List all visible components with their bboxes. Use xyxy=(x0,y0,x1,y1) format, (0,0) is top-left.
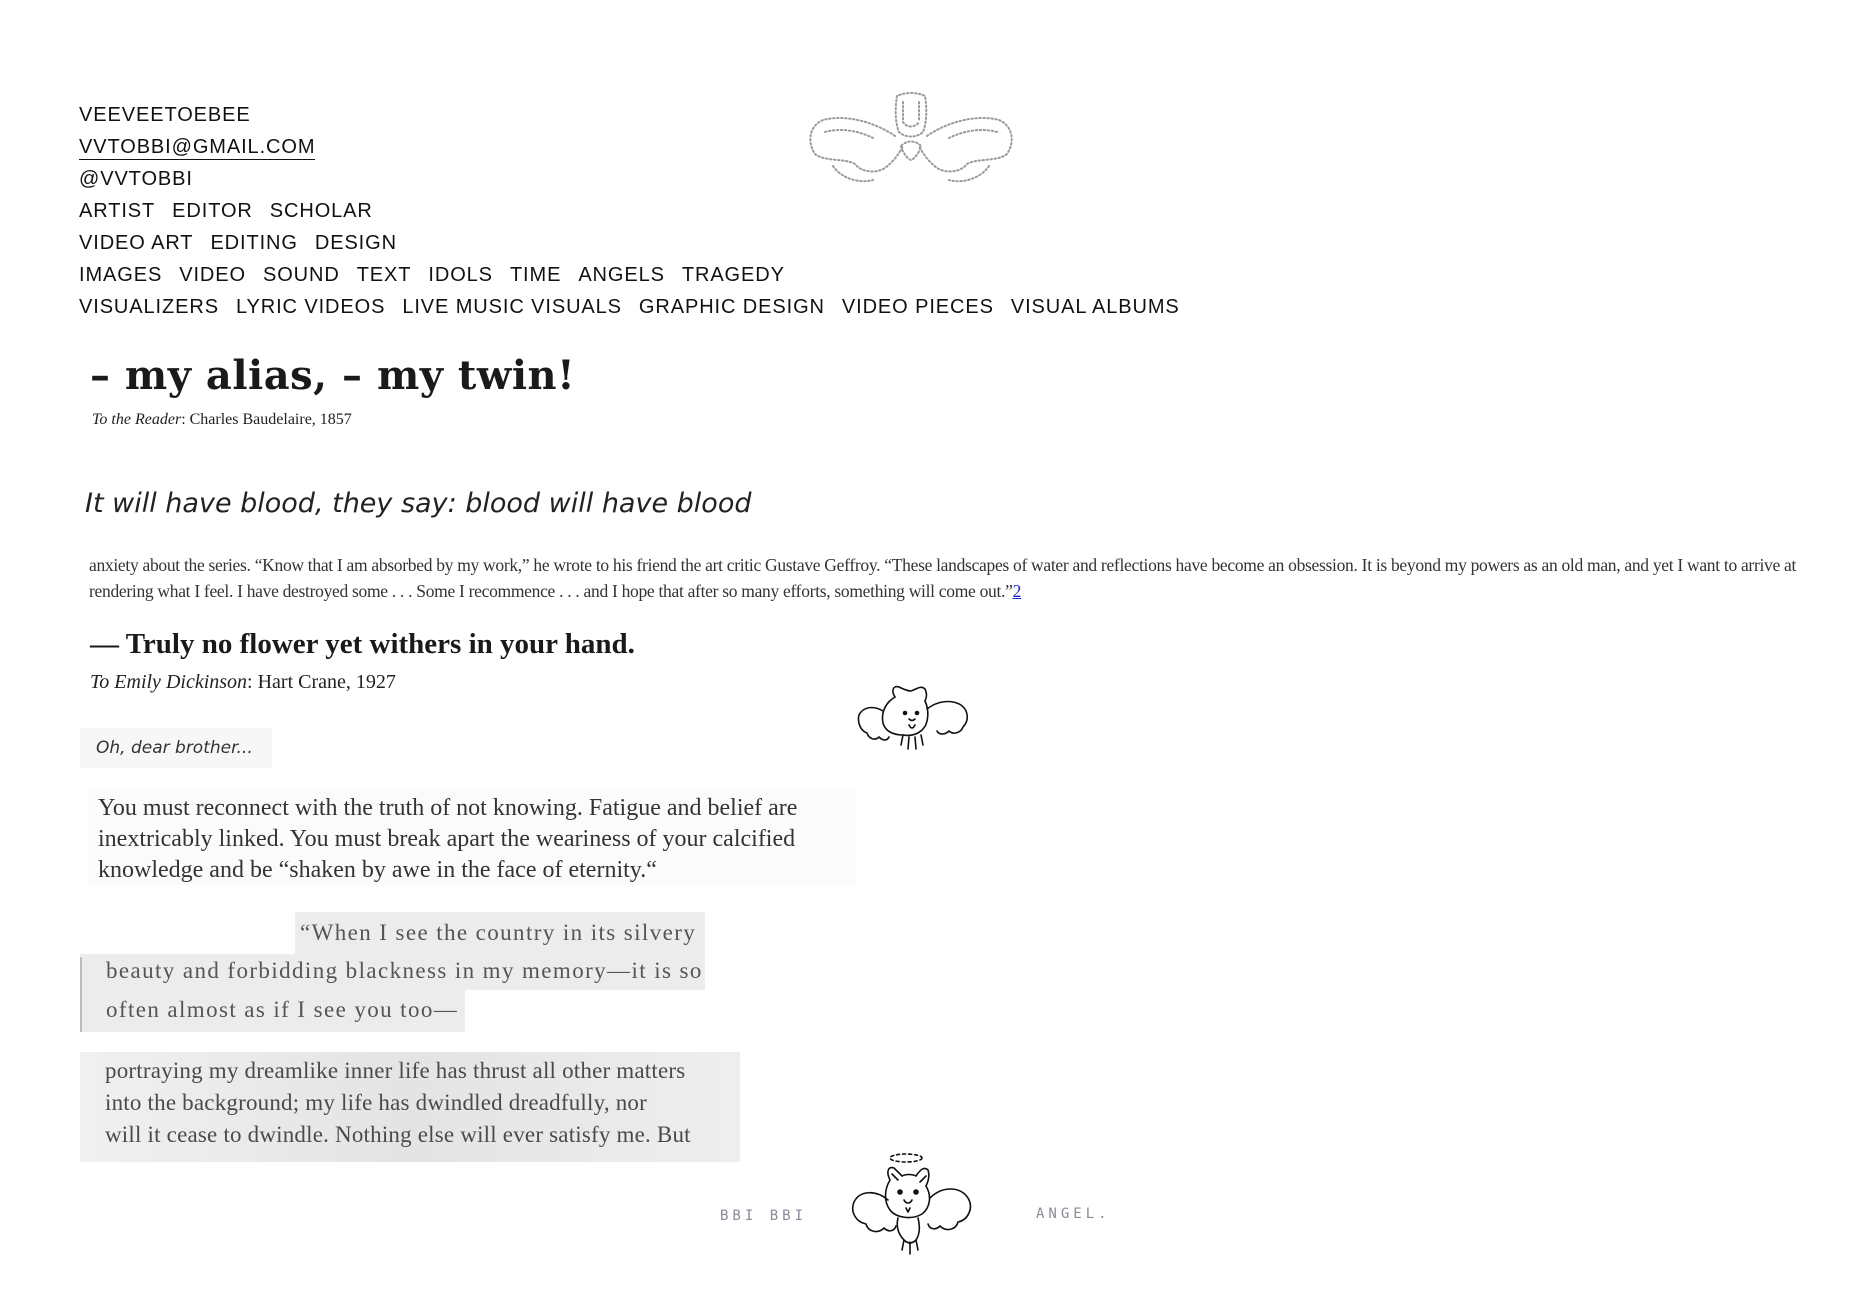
quote-flower-cite-title: To Emily Dickinson xyxy=(90,671,248,693)
nav-roles xyxy=(79,195,1197,227)
quote-flower-text: — Truly no flower yet withers in your hand. xyxy=(90,628,635,660)
footer-left-tag: BBI BBI xyxy=(720,1208,808,1224)
scan-edge xyxy=(80,957,82,1032)
quote-country-line-3: often almost as if I see you too— xyxy=(106,997,459,1022)
nav-live-music-visuals[interactable]: LIVE MUSIC VISUALS xyxy=(402,296,622,318)
handle-link[interactable]: @VVTOBBI xyxy=(79,168,193,190)
email-line xyxy=(79,131,1197,163)
cat-angel-doodle-icon xyxy=(855,683,973,753)
nav-sound[interactable]: SOUND xyxy=(262,264,340,286)
nav-text[interactable]: TEXT xyxy=(356,264,412,286)
nav-visualizers[interactable]: VISUALIZERS xyxy=(79,296,219,318)
handle-line xyxy=(79,163,1197,195)
nav-works xyxy=(79,291,1197,323)
nav-video-pieces[interactable]: VIDEO PIECES xyxy=(841,296,994,318)
quote-alias-citation xyxy=(92,411,575,429)
nav-idols[interactable]: IDOLS xyxy=(428,264,493,286)
nav-images[interactable]: IMAGES xyxy=(79,264,163,286)
quote-country-line-2: beauty and forbidding blackness in my memory—it is so xyxy=(106,958,703,983)
quote-blood: It will have blood, they say: blood will have blood xyxy=(85,488,752,519)
quote-reconnect: You must reconnect with the truth of not knowing. Fatigue and belief are inextricably linked. You must break apart the weariness of your calcified knowledge and be “shaken by awe in the face of eternity.“ xyxy=(88,789,856,885)
quote-alias-cite-title: To the Reader xyxy=(92,411,182,428)
nav-angels[interactable]: ANGELS xyxy=(578,264,665,286)
nav-scholar[interactable]: SCHOLAR xyxy=(269,200,373,222)
nav-tragedy[interactable]: TRAGEDY xyxy=(681,264,785,286)
nav-design[interactable]: DESIGN xyxy=(314,232,397,254)
quote-dreamlike xyxy=(80,1052,740,1162)
nav-artist[interactable]: ARTIST xyxy=(79,200,156,222)
nav-time[interactable]: TIME xyxy=(509,264,562,286)
nav-practices xyxy=(79,227,1197,259)
quote-alias-text: – my alias, – my twin! xyxy=(90,352,576,399)
nav-editor[interactable]: EDITOR xyxy=(172,200,253,222)
quote-monet xyxy=(89,552,1829,604)
quote-flower-cite-rest: : Hart Crane, 1927 xyxy=(247,671,396,693)
quote-alias-cite-rest: : Charles Baudelaire, 1857 xyxy=(181,411,352,428)
haloed-cat-angel-doodle-icon xyxy=(850,1150,980,1260)
nav-visual-albums[interactable]: VISUAL ALBUMS xyxy=(1010,296,1180,318)
nav-editing[interactable]: EDITING xyxy=(210,232,298,254)
quote-alias xyxy=(90,352,575,429)
nav-graphic-design[interactable]: GRAPHIC DESIGN xyxy=(638,296,825,318)
nav-video-art[interactable]: VIDEO ART xyxy=(79,232,194,254)
quote-brother: Oh, dear brother... xyxy=(80,728,272,768)
quote-flower-citation xyxy=(90,671,635,694)
quote-country xyxy=(80,912,720,1037)
nav-themes xyxy=(79,259,1197,291)
site-name[interactable]: VEEVEETOEBEE xyxy=(79,104,251,126)
nav-video[interactable]: VIDEO xyxy=(179,264,246,286)
dotted-angel-wings-icon xyxy=(805,88,1020,193)
nav-lyric-videos[interactable]: LYRIC VIDEOS xyxy=(235,296,386,318)
footer-right-tag: ANGEL. xyxy=(1036,1206,1111,1222)
quote-flower xyxy=(90,628,635,694)
email-link[interactable]: VVTOBBI@GMAIL.COM xyxy=(79,136,316,158)
quote-monet-text: anxiety about the series. “Know that I am absorbed by my work,” he wrote to his friend the art critic Gustave Geffroy. “These landscapes of water and reflections have become an obsession. It is beyond my powers as an old man, and yet I want to arrive at rendering what I feel. I have destroyed some . . . Some I recommence . . . and I hope that after so many efforts, something will come out.” xyxy=(89,555,1797,601)
site-nav xyxy=(79,99,1197,323)
footnote-link[interactable]: 2 xyxy=(1012,581,1022,601)
quote-dreamlike-line-1: portraying my dreamlike inner life has thrust all other matters xyxy=(105,1058,686,1083)
quote-country-line-1: “When I see the country in its silvery xyxy=(300,920,697,945)
quote-dreamlike-line-2: into the background; my life has dwindled dreadfully, nor xyxy=(105,1090,647,1115)
quote-dreamlike-line-3: will it cease to dwindle. Nothing else will ever satisfy me. But xyxy=(105,1122,691,1147)
